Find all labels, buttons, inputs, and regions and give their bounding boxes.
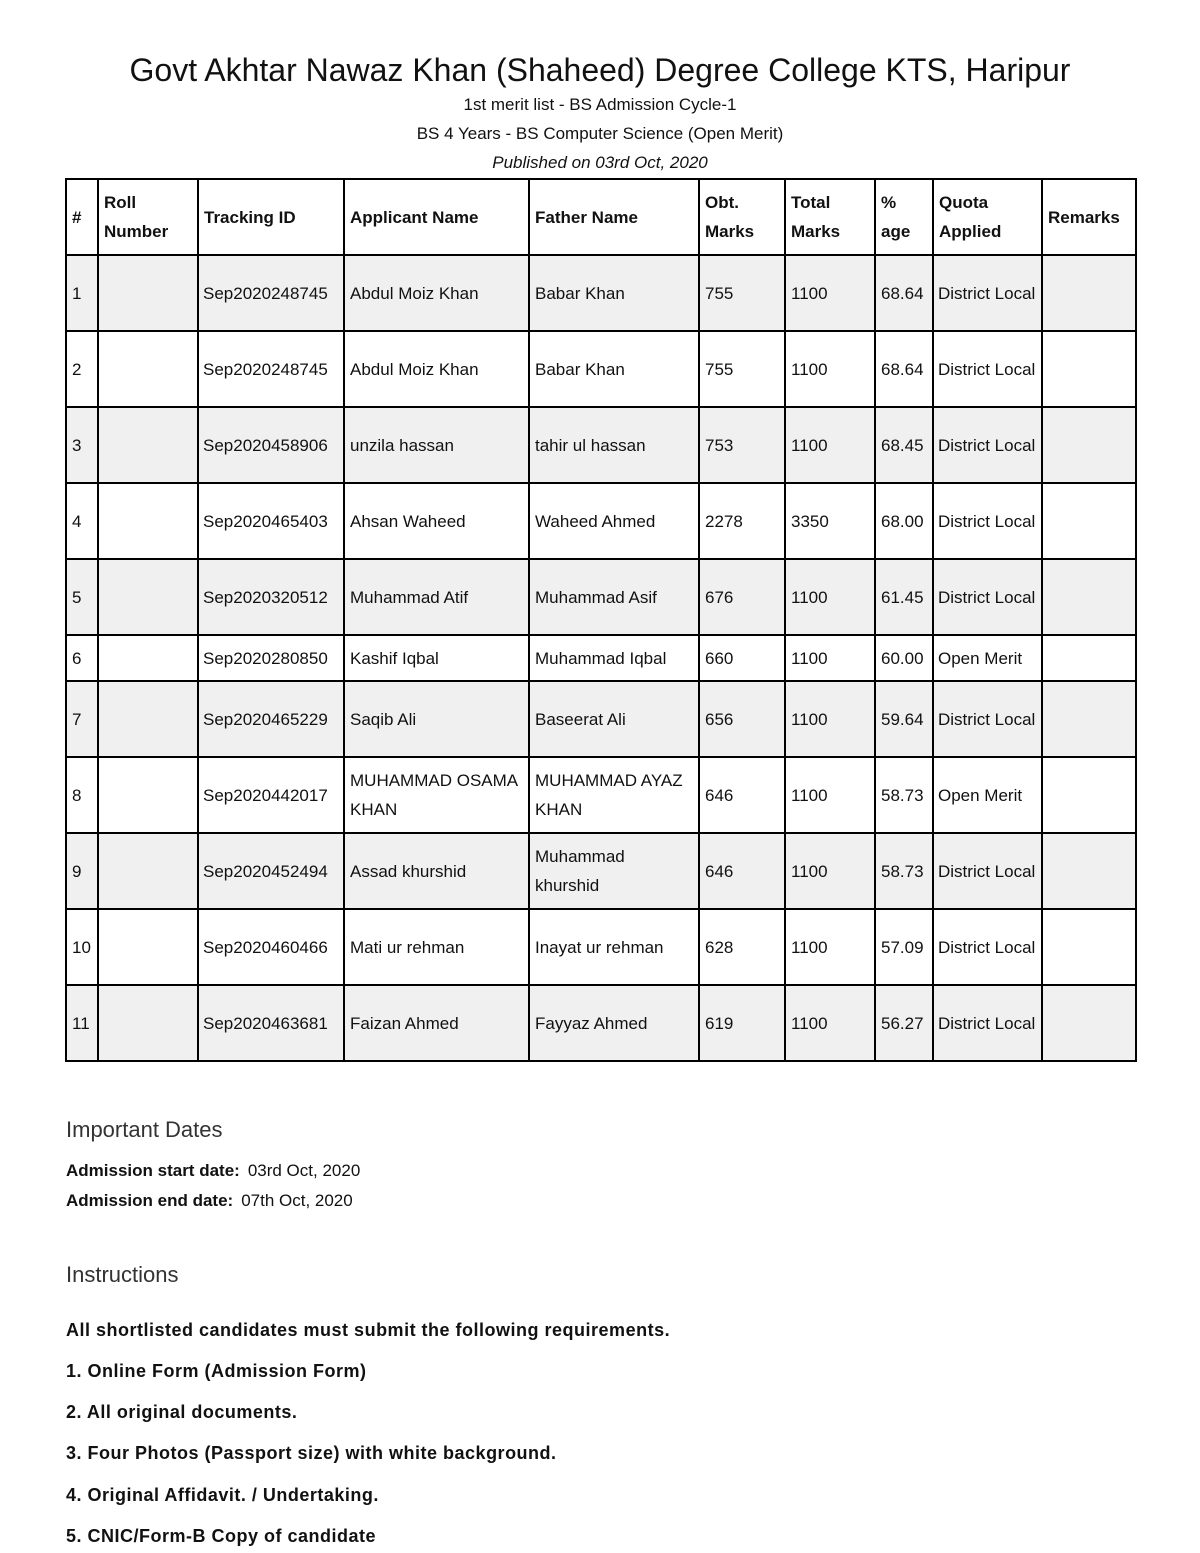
col-header-father-name: Father Name — [529, 179, 699, 255]
cell-total-marks: 1100 — [785, 559, 875, 635]
cell-obt-marks: 656 — [699, 681, 785, 757]
cell-obt-marks: 676 — [699, 559, 785, 635]
cell-obt-marks: 2278 — [699, 483, 785, 559]
cell-applicant-name: Abdul Moiz Khan — [344, 331, 529, 407]
cell-applicant-name: Saqib Ali — [344, 681, 529, 757]
cell-total-marks: 1100 — [785, 681, 875, 757]
cell-total-marks: 1100 — [785, 985, 875, 1061]
cell-applicant-name: Faizan Ahmed — [344, 985, 529, 1061]
cell-quota-applied: District Local — [933, 483, 1042, 559]
col-header-quota-applied: Quota Applied — [933, 179, 1042, 255]
cell-total-marks: 1100 — [785, 635, 875, 681]
cell-applicant-name: MUHAMMAD OSAMA KHAN — [344, 757, 529, 833]
cell-percentage: 58.73 — [875, 833, 933, 909]
cell-roll-number — [98, 681, 198, 757]
table-row — [66, 635, 1136, 681]
cell-quota-applied: District Local — [933, 331, 1042, 407]
cell-quota-applied: Open Merit — [933, 757, 1042, 833]
cell-num: 8 — [66, 757, 98, 833]
cell-applicant-name: Abdul Moiz Khan — [344, 255, 529, 331]
cell-tracking-id: Sep2020248745 — [198, 331, 344, 407]
cell-tracking-id: Sep2020465403 — [198, 483, 344, 559]
cell-remarks — [1042, 255, 1136, 331]
cell-total-marks: 1100 — [785, 757, 875, 833]
cell-applicant-name: unzila hassan — [344, 407, 529, 483]
cell-roll-number — [98, 985, 198, 1061]
cell-total-marks: 1100 — [785, 331, 875, 407]
college-title: Govt Akhtar Nawaz Khan (Shaheed) Degree College KTS, Haripur — [129, 52, 1071, 88]
col-header-percentage: % age — [875, 179, 933, 255]
cell-remarks — [1042, 635, 1136, 681]
cell-remarks — [1042, 833, 1136, 909]
cell-quota-applied: District Local — [933, 255, 1042, 331]
start-date-value: 03rd Oct, 2020 — [247, 1161, 361, 1180]
col-header-applicant-name: Applicant Name — [344, 179, 529, 255]
program-name: BS 4 Years - BS Computer Science (Open Merit) — [416, 124, 784, 143]
cell-obt-marks: 646 — [699, 833, 785, 909]
cell-percentage: 68.64 — [875, 331, 933, 407]
merit-list-name: 1st merit list - BS Admission Cycle-1 — [463, 95, 737, 114]
cell-tracking-id: Sep2020458906 — [198, 407, 344, 483]
cell-quota-applied: Open Merit — [933, 635, 1042, 681]
cell-quota-applied: District Local — [933, 985, 1042, 1061]
cell-percentage: 68.00 — [875, 483, 933, 559]
cell-percentage: 58.73 — [875, 757, 933, 833]
cell-father-name: tahir ul hassan — [529, 407, 699, 483]
cell-roll-number — [98, 635, 198, 681]
cell-obt-marks: 619 — [699, 985, 785, 1061]
col-header-tracking-id: Tracking ID — [198, 179, 344, 255]
cell-roll-number — [98, 483, 198, 559]
cell-percentage: 68.45 — [875, 407, 933, 483]
cell-percentage: 57.09 — [875, 909, 933, 985]
cell-obt-marks: 753 — [699, 407, 785, 483]
col-header-roll-number: Roll Number — [98, 179, 198, 255]
table-row — [66, 483, 1136, 559]
cell-father-name: Baseerat Ali — [529, 681, 699, 757]
table-row — [66, 833, 1136, 909]
col-header-total-marks: Total Marks — [785, 179, 875, 255]
cell-quota-applied: District Local — [933, 681, 1042, 757]
cell-applicant-name: Kashif Iqbal — [344, 635, 529, 681]
cell-quota-applied: District Local — [933, 909, 1042, 985]
instructions-heading: Instructions — [66, 1262, 179, 1287]
cell-obt-marks: 660 — [699, 635, 785, 681]
cell-father-name: Inayat ur rehman — [529, 909, 699, 985]
cell-tracking-id: Sep2020248745 — [198, 255, 344, 331]
cell-num: 11 — [66, 985, 98, 1061]
cell-roll-number — [98, 559, 198, 635]
cell-tracking-id: Sep2020465229 — [198, 681, 344, 757]
cell-num: 10 — [66, 909, 98, 985]
cell-obt-marks: 755 — [699, 331, 785, 407]
cell-father-name: Muhammad Iqbal — [529, 635, 699, 681]
instruction-item: 1. Online Form (Admission Form) — [66, 1361, 367, 1381]
cell-total-marks: 1100 — [785, 833, 875, 909]
merit-table — [65, 178, 1137, 1062]
cell-father-name: Babar Khan — [529, 255, 699, 331]
cell-obt-marks: 646 — [699, 757, 785, 833]
table-row — [66, 407, 1136, 483]
cell-remarks — [1042, 407, 1136, 483]
cell-remarks — [1042, 681, 1136, 757]
end-date-value: 07th Oct, 2020 — [241, 1191, 353, 1210]
cell-roll-number — [98, 407, 198, 483]
instruction-item: 5. CNIC/Form-B Copy of candidate — [66, 1526, 377, 1546]
cell-applicant-name: Muhammad Atif — [344, 559, 529, 635]
cell-total-marks: 3350 — [785, 483, 875, 559]
cell-applicant-name: Assad khurshid — [344, 833, 529, 909]
cell-applicant-name: Mati ur rehman — [344, 909, 529, 985]
table-row — [66, 909, 1136, 985]
cell-roll-number — [98, 255, 198, 331]
cell-percentage: 61.45 — [875, 559, 933, 635]
cell-remarks — [1042, 757, 1136, 833]
cell-father-name: Muhammad khurshid — [529, 833, 699, 909]
cell-father-name: Fayyaz Ahmed — [529, 985, 699, 1061]
end-date-label: Admission end date: — [66, 1191, 234, 1210]
table-row — [66, 559, 1136, 635]
cell-percentage: 56.27 — [875, 985, 933, 1061]
cell-obt-marks: 755 — [699, 255, 785, 331]
cell-obt-marks: 628 — [699, 909, 785, 985]
cell-tracking-id: Sep2020452494 — [198, 833, 344, 909]
cell-num: 5 — [66, 559, 98, 635]
cell-father-name: MUHAMMAD AYAZ KHAN — [529, 757, 699, 833]
cell-num: 2 — [66, 331, 98, 407]
cell-remarks — [1042, 331, 1136, 407]
instructions-intro: All shortlisted candidates must submit the following requirements. — [66, 1320, 671, 1340]
table-row — [66, 757, 1136, 833]
cell-percentage: 59.64 — [875, 681, 933, 757]
cell-father-name: Waheed Ahmed — [529, 483, 699, 559]
cell-total-marks: 1100 — [785, 255, 875, 331]
important-dates-heading: Important Dates — [66, 1117, 223, 1142]
published-date: Published on 03rd Oct, 2020 — [492, 153, 708, 172]
cell-remarks — [1042, 483, 1136, 559]
instruction-item: 2. All original documents. — [66, 1402, 298, 1422]
cell-tracking-id: Sep2020460466 — [198, 909, 344, 985]
cell-roll-number — [98, 833, 198, 909]
cell-quota-applied: District Local — [933, 559, 1042, 635]
admission-start-date — [66, 1159, 360, 1183]
cell-roll-number — [98, 331, 198, 407]
cell-num: 4 — [66, 483, 98, 559]
instruction-item: 3. Four Photos (Passport size) with white background. — [66, 1443, 557, 1463]
table-row — [66, 255, 1136, 331]
cell-tracking-id: Sep2020280850 — [198, 635, 344, 681]
cell-father-name: Babar Khan — [529, 331, 699, 407]
cell-roll-number — [98, 757, 198, 833]
cell-tracking-id: Sep2020463681 — [198, 985, 344, 1061]
cell-percentage: 60.00 — [875, 635, 933, 681]
cell-tracking-id: Sep2020442017 — [198, 757, 344, 833]
cell-remarks — [1042, 909, 1136, 985]
cell-num: 1 — [66, 255, 98, 331]
cell-percentage: 68.64 — [875, 255, 933, 331]
col-header-remarks: Remarks — [1042, 179, 1136, 255]
table-row — [66, 331, 1136, 407]
col-header-num: # — [66, 179, 98, 255]
cell-father-name: Muhammad Asif — [529, 559, 699, 635]
cell-total-marks: 1100 — [785, 909, 875, 985]
cell-roll-number — [98, 909, 198, 985]
start-date-label: Admission start date: — [66, 1161, 240, 1180]
cell-num: 9 — [66, 833, 98, 909]
cell-num: 7 — [66, 681, 98, 757]
instruction-item: 4. Original Affidavit. / Undertaking. — [66, 1485, 379, 1505]
cell-remarks — [1042, 559, 1136, 635]
cell-quota-applied: District Local — [933, 407, 1042, 483]
cell-num: 6 — [66, 635, 98, 681]
cell-remarks — [1042, 985, 1136, 1061]
cell-num: 3 — [66, 407, 98, 483]
cell-total-marks: 1100 — [785, 407, 875, 483]
admission-end-date — [66, 1189, 353, 1213]
table-row — [66, 985, 1136, 1061]
cell-tracking-id: Sep2020320512 — [198, 559, 344, 635]
table-header-row — [66, 179, 1136, 255]
cell-applicant-name: Ahsan Waheed — [344, 483, 529, 559]
table-row — [66, 681, 1136, 757]
col-header-obt-marks: Obt. Marks — [699, 179, 785, 255]
cell-quota-applied: District Local — [933, 833, 1042, 909]
